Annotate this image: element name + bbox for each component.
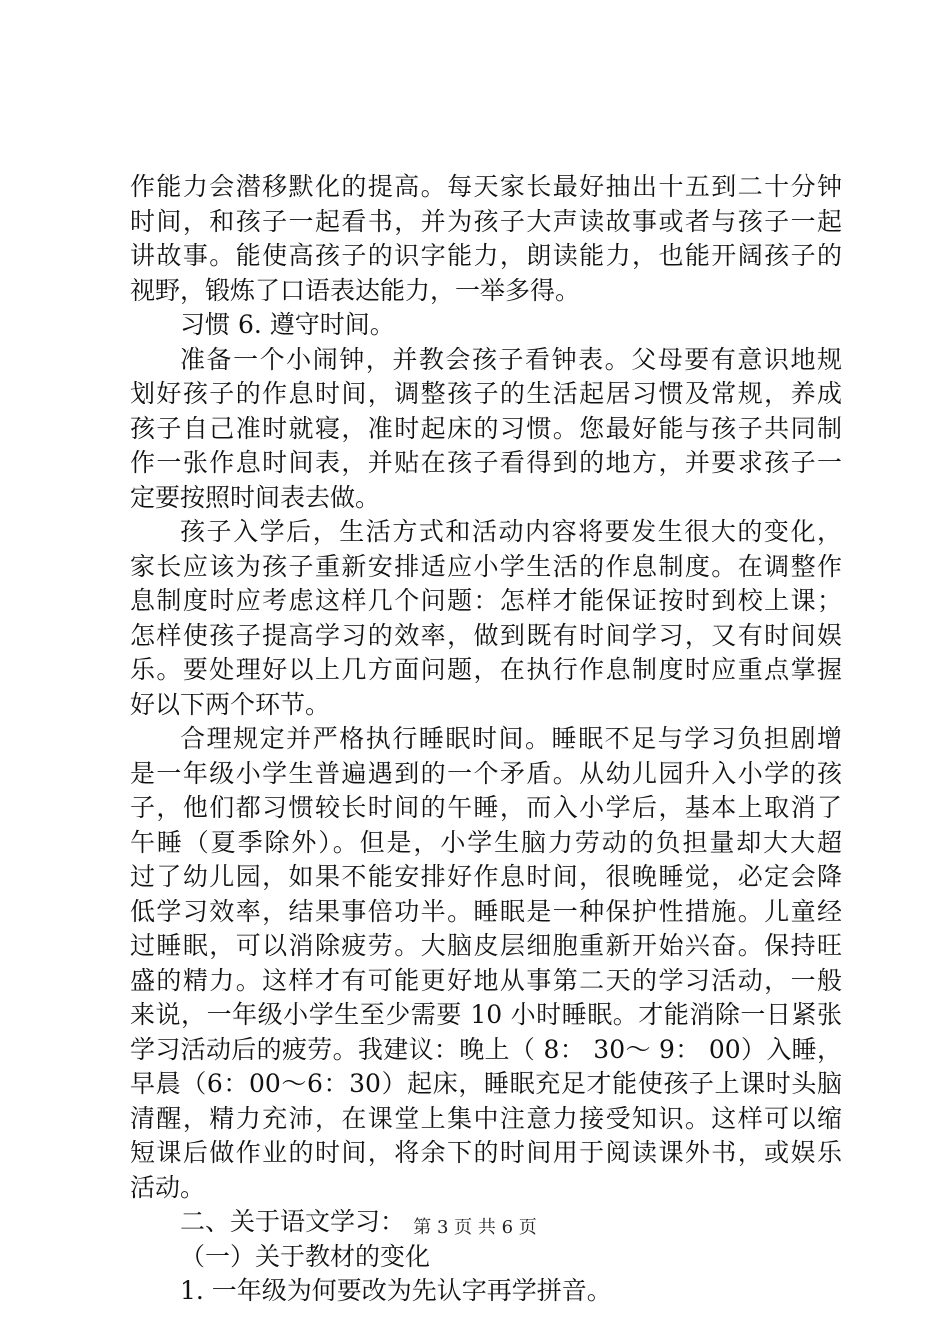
page-footer: 第 3 页 共 6 页 — [413, 1217, 537, 1238]
text-line: 怎样使孩子提高学习的效率，做到既有时间学习，又有时间娱 — [130, 620, 842, 650]
text-line: 作一张作息时间表，并贴在孩子看得到的地方，并要求孩子一 — [130, 448, 842, 477]
text-line: 好以下两个环节。 — [130, 689, 331, 719]
text-line: 合理规定并严格执行睡眠时间。睡眠不足与学习负担剧增 — [180, 724, 842, 753]
text-line: （一）关于教材的变化 — [180, 1241, 431, 1271]
text-line: 短课后做作业的时间，将余下的时间用于阅读课外书，或娱乐 — [130, 1138, 842, 1167]
text-line: 盛的精力。这样才有可能更好地从事第二天的学习活动，一般 — [130, 965, 842, 995]
text-line: 准备一个小闹钟，并教会孩子看钟表。父母要有意识地规 — [180, 344, 842, 374]
text-line: 习惯 6. 遵守时间。 — [180, 310, 395, 339]
text-line: 家长应该为孩子重新安排适应小学生活的作息制度。在调整作 — [130, 551, 842, 581]
text-line: 二、关于语文学习： — [180, 1207, 406, 1236]
text-line: 早晨（6：00～6：30）起床，睡眠充足才能使孩子上课时头脑 — [130, 1069, 842, 1098]
text-line: 清醒，精力充沛，在课堂上集中注意力接受知识。这样可以缩 — [130, 1103, 842, 1133]
text-line: 过睡眠，可以消除疲劳。大脑皮层细胞重新开始兴奋。保持旺 — [130, 931, 842, 960]
text-line: 来说，一年级小学生至少需要 10 小时睡眠。才能消除一日紧张 — [130, 1000, 842, 1029]
text-line: 乐。要处理好以上几方面问题，在执行作息制度时应重点掌握 — [130, 655, 842, 684]
text-line: 孩子自己准时就寝，准时起床的习惯。您最好能与孩子共同制 — [130, 413, 842, 443]
text-line: 作能力会潜移默化的提高。每天家长最好抽出十五到二十分钟 — [130, 172, 842, 201]
text-line: 定要按照时间表去做。 — [130, 482, 381, 512]
text-line: 学习活动后的疲劳。我建议：晚上（ 8： 30～ 9： 00）入睡， — [130, 1034, 842, 1064]
text-line: 活动。 — [130, 1172, 206, 1202]
text-line: 午睡（夏季除外）。但是，小学生脑力劳动的负担量却大大超 — [130, 827, 842, 857]
text-line: 息制度时应考虑这样几个问题：怎样才能保证按时到校上课； — [130, 586, 842, 615]
text-line: 视野，锻炼了口语表达能力，一举多得。 — [130, 275, 581, 305]
text-line: 1. 一年级为何要改为先认字再学拼音。 — [180, 1276, 612, 1305]
text-line: 孩子入学后，生活方式和活动内容将要发生很大的变化， — [180, 517, 842, 546]
text-line: 低学习效率，结果事倍功半。睡眠是一种保护性措施。儿童经 — [130, 896, 842, 926]
document-body — [130, 170, 842, 1309]
text-line: 子，他们都习惯较长时间的午睡，而入小学后，基本上取消了 — [130, 793, 842, 822]
text-line: 时间，和孩子一起看书，并为孩子大声读故事或者与孩子一起 — [130, 206, 842, 236]
text-line: 讲故事。能使高孩子的识字能力，朗读能力，也能开阔孩子的 — [130, 241, 842, 270]
text-line: 是一年级小学生普遍遇到的一个矛盾。从幼儿园升入小学的孩 — [130, 758, 842, 788]
text-line: 划好孩子的作息时间，调整孩子的生活起居习惯及常规，养成 — [130, 379, 842, 408]
text-line: 过了幼儿园，如果不能安排好作息时间，很晚睡觉，必定会降 — [130, 862, 842, 891]
